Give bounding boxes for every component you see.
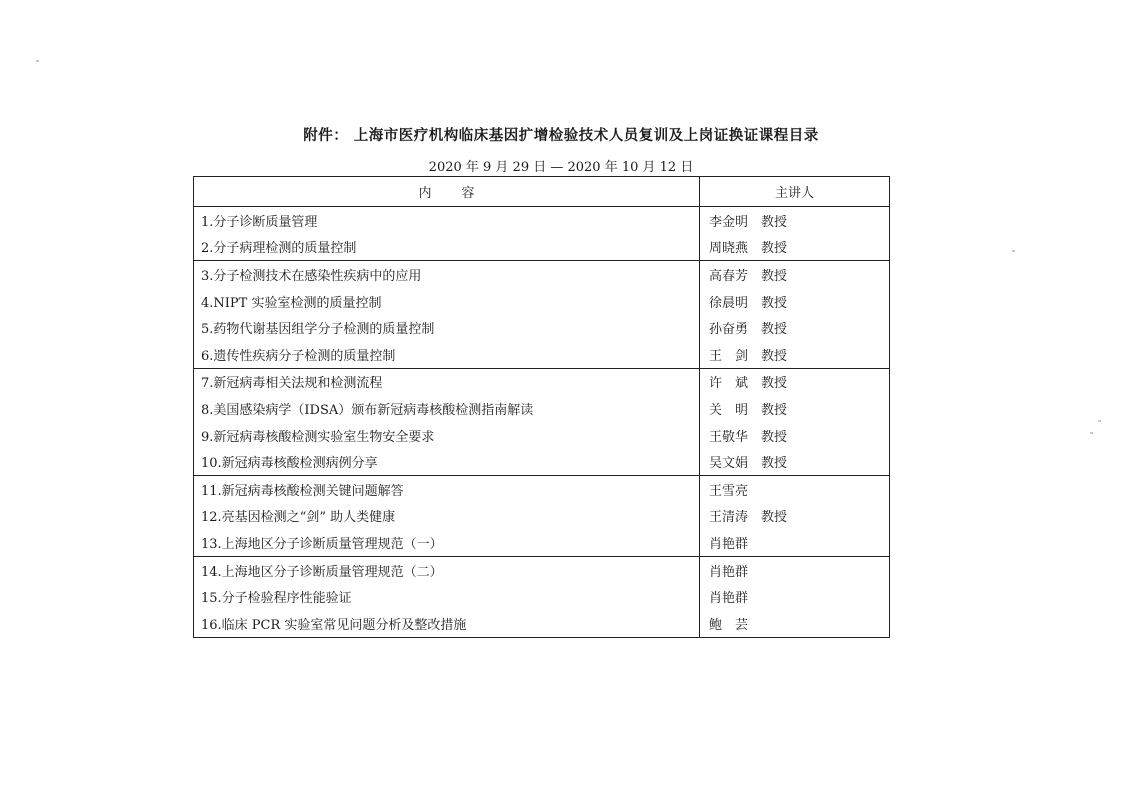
speaker-cell: [700, 261, 890, 288]
speaker-cell: [700, 556, 890, 583]
table-row: [194, 529, 890, 556]
scan-speck: [1012, 250, 1015, 252]
table-row: [194, 503, 890, 530]
speaker-name: 许 斌: [709, 376, 749, 392]
table-row: [194, 234, 890, 261]
speaker-cell: [700, 368, 890, 395]
speaker-title: 教授: [761, 322, 788, 338]
speaker-cell: [700, 395, 890, 422]
speaker-name: 鲍 芸: [709, 617, 749, 633]
speaker-name: 孙奋勇: [709, 322, 749, 338]
speaker-cell: [700, 503, 890, 530]
scan-speck: [36, 60, 39, 62]
table-row: [194, 395, 890, 422]
course-content-cell: 11.新冠病毒核酸检测关键问题解答: [194, 475, 700, 502]
speaker-name: 李金明: [709, 214, 749, 230]
speaker-name: 关 明: [709, 402, 749, 418]
table-row: [194, 288, 890, 315]
speaker-cell: [700, 475, 890, 502]
speaker-cell: [700, 422, 890, 449]
table-row: [194, 207, 890, 234]
course-table-body: [194, 207, 890, 638]
speaker-cell: [700, 583, 890, 610]
speaker-name: 王清涛: [709, 510, 749, 526]
speaker-cell: [700, 288, 890, 315]
course-content-cell: 6.遗传性疾病分子检测的质量控制: [194, 341, 700, 368]
speaker-title: 教授: [761, 456, 788, 472]
speaker-title: 教授: [761, 295, 788, 311]
course-content-cell: 9.新冠病毒核酸检测实验室生物安全要求: [194, 422, 700, 449]
speaker-name: 肖艳群: [709, 591, 749, 607]
speaker-name: 王 剑: [709, 348, 749, 364]
scan-speck: [1098, 420, 1101, 422]
table-row: [194, 448, 890, 475]
table-row: [194, 368, 890, 395]
course-content-cell: 3.分子检测技术在感染性疾病中的应用: [194, 261, 700, 288]
speaker-name: 周晓燕: [709, 241, 749, 257]
speaker-title: 教授: [761, 510, 788, 526]
speaker-cell: [700, 610, 890, 637]
speaker-cell: [700, 341, 890, 368]
course-content-cell: 8.美国感染病学（IDSA）颁布新冠病毒核酸检测指南解读: [194, 395, 700, 422]
speaker-name: 王雪亮: [709, 483, 749, 499]
table-row: [194, 261, 890, 288]
speaker-cell: [700, 234, 890, 261]
speaker-title: 教授: [761, 402, 788, 418]
speaker-name: 肖艳群: [709, 536, 749, 552]
speaker-title: 教授: [761, 348, 788, 364]
course-content-cell: 12.亮基因检测之“剑” 助人类健康: [194, 503, 700, 530]
date-range: 2020 年 9 月 29 日 — 2020 年 10 月 12 日: [428, 160, 694, 175]
course-content-cell: 4.NIPT 实验室检测的质量控制: [194, 288, 700, 315]
course-content-cell: 2.分子病理检测的质量控制: [194, 234, 700, 261]
table-header-row: [194, 177, 890, 207]
header-content: 内容: [194, 177, 700, 207]
speaker-cell: [700, 314, 890, 341]
speaker-title: 教授: [761, 241, 788, 257]
scan-speck: [1090, 432, 1093, 434]
course-content-cell: 14.上海地区分子诊断质量管理规范（二）: [194, 556, 700, 583]
table-row: [194, 422, 890, 449]
speaker-name: 徐晨明: [709, 295, 749, 311]
speaker-title: 教授: [761, 376, 788, 392]
table-row: [194, 556, 890, 583]
course-content-cell: 16.临床 PCR 实验室常见问题分析及整改措施: [194, 610, 700, 637]
table-row: [194, 314, 890, 341]
speaker-cell: [700, 448, 890, 475]
course-content-cell: 15.分子检验程序性能验证: [194, 583, 700, 610]
table-row: [194, 475, 890, 502]
speaker-name: 王敬华: [709, 429, 749, 445]
document-title: 附件： 上海市医疗机构临床基因扩增检验技术人员复训及上岗证换证课程目录: [303, 127, 819, 144]
speaker-name: 高春芳: [709, 268, 749, 284]
course-content-cell: 7.新冠病毒相关法规和检测流程: [194, 368, 700, 395]
course-content-cell: 10.新冠病毒核酸检测病例分享: [194, 448, 700, 475]
speaker-title: 教授: [761, 268, 788, 284]
header-speaker: 主讲人: [700, 177, 890, 207]
speaker-cell: [700, 207, 890, 234]
table-row: [194, 583, 890, 610]
speaker-name: 吴文娟: [709, 456, 749, 472]
speaker-title: 教授: [761, 429, 788, 445]
table-row: [194, 610, 890, 637]
speaker-cell: [700, 529, 890, 556]
course-content-cell: 1.分子诊断质量管理: [194, 207, 700, 234]
course-content-cell: 5.药物代谢基因组学分子检测的质量控制: [194, 314, 700, 341]
course-table: [193, 176, 890, 638]
speaker-name: 肖艳群: [709, 564, 749, 580]
course-content-cell: 13.上海地区分子诊断质量管理规范（一）: [194, 529, 700, 556]
speaker-title: 教授: [761, 214, 788, 230]
table-row: [194, 341, 890, 368]
